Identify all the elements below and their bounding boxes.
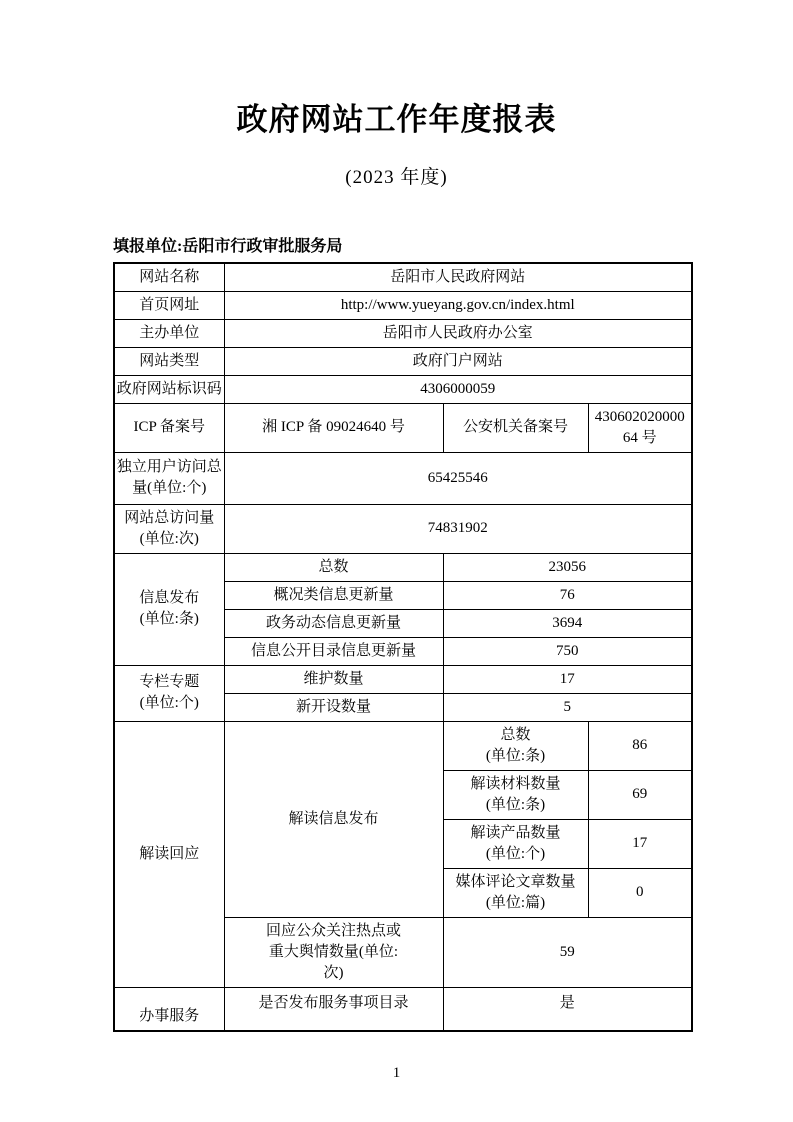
- site-name-label: 网站名称: [114, 263, 224, 292]
- public-response-label-text: 回应公众关注热点或重大舆情数量(单位:次): [265, 922, 401, 981]
- metric-label-unit: (单位:条): [485, 747, 546, 764]
- table-row-services-catalog: [114, 987, 692, 1031]
- services-catalog-value: 是: [443, 987, 692, 1031]
- public-response-value: 59: [443, 917, 692, 987]
- table-row-home-url: [114, 291, 692, 319]
- page-number: 1: [392, 1065, 401, 1082]
- reporting-unit-line: 填报单位:岳阳市行政审批服务局: [113, 238, 343, 256]
- unique-visitors-label: 独立用户访问总量(单位:个): [114, 452, 224, 504]
- interpretation-materials-value: 69: [588, 770, 692, 819]
- info-publish-news-value: 3694: [443, 609, 692, 637]
- interpretation-publish-label: 解读信息发布: [224, 721, 443, 917]
- columns-maintained-value: 17: [443, 665, 692, 693]
- special-columns-section-label: [114, 665, 224, 721]
- metric-label-text: 总数: [500, 726, 531, 743]
- info-publish-total-label: 总数: [224, 553, 443, 581]
- report-year-subtitle: (2023 年度): [345, 166, 448, 188]
- table-row-site-code: [114, 375, 692, 403]
- table-row-unique-visitors: [114, 452, 692, 504]
- total-visits-label: 网站总访问量(单位:次): [114, 504, 224, 553]
- info-publish-catalog-value: 750: [443, 637, 692, 665]
- unique-visitors-value: 65425546: [224, 452, 692, 504]
- interpretation-products-value: 17: [588, 819, 692, 868]
- services-catalog-label: 是否发布服务事项目录: [224, 987, 443, 1031]
- info-publish-news-label: 政务动态信息更新量: [224, 609, 443, 637]
- metric-label-unit: (单位:条): [485, 796, 546, 813]
- table-row-info-publish-total: [114, 553, 692, 581]
- section-label-text: 信息发布: [139, 590, 200, 607]
- interpretation-media-value: 0: [588, 868, 692, 917]
- table-row-organizer: [114, 319, 692, 347]
- icp-value: 湘 ICP 备 09024640 号: [224, 403, 443, 452]
- info-publish-section-label: [114, 553, 224, 665]
- info-publish-catalog-label: 信息公开目录信息更新量: [224, 637, 443, 665]
- interpretation-total-value: 86: [588, 721, 692, 770]
- site-code-label: 政府网站标识码: [114, 375, 224, 403]
- interpretation-products-label: [443, 819, 588, 868]
- table-row-site-type: [114, 347, 692, 375]
- section-label-text: 专栏专题: [139, 674, 200, 691]
- metric-label-text: 媒体评论文章数量: [455, 873, 576, 890]
- site-type-label: 网站类型: [114, 347, 224, 375]
- home-url-label: 首页网址: [114, 291, 224, 319]
- interpretation-total-label: [443, 721, 588, 770]
- public-response-label: [224, 917, 443, 987]
- organizer-label: 主办单位: [114, 319, 224, 347]
- info-publish-overview-value: 76: [443, 581, 692, 609]
- columns-maintained-label: 维护数量: [224, 665, 443, 693]
- services-section-label: 办事服务: [114, 987, 224, 1031]
- icp-label: ICP 备案号: [114, 403, 224, 452]
- info-publish-overview-label: 概况类信息更新量: [224, 581, 443, 609]
- columns-new-value: 5: [443, 693, 692, 721]
- report-table: [113, 262, 693, 1033]
- metric-label-unit: (单位:篇): [485, 894, 546, 911]
- total-visits-value: 74831902: [224, 504, 692, 553]
- interpretation-section-label: 解读回应: [114, 721, 224, 987]
- section-label-unit: (单位:个): [139, 695, 199, 712]
- info-publish-total-value: 23056: [443, 553, 692, 581]
- interpretation-materials-label: [443, 770, 588, 819]
- site-type-value: 政府门户网站: [224, 347, 692, 375]
- organizer-value: 岳阳市人民政府办公室: [224, 319, 692, 347]
- page-title: 政府网站工作年度报表: [236, 102, 557, 137]
- metric-label-text: 解读产品数量: [470, 824, 561, 841]
- police-record-label: 公安机关备案号: [443, 403, 588, 452]
- police-record-value: 43060202000064 号: [588, 403, 692, 452]
- home-url-value: http://www.yueyang.gov.cn/index.html: [224, 291, 692, 319]
- interpretation-media-label: [443, 868, 588, 917]
- table-row-columns-maintained: [114, 665, 692, 693]
- table-row-total-visits: [114, 504, 692, 553]
- table-row-site-name: [114, 263, 692, 292]
- site-code-value: 4306000059: [224, 375, 692, 403]
- table-row-interpretation-total: [114, 721, 692, 770]
- table-row-icp: [114, 403, 692, 452]
- metric-label-unit: (单位:个): [485, 845, 546, 862]
- site-name-value: 岳阳市人民政府网站: [224, 263, 692, 292]
- metric-label-text: 解读材料数量: [470, 775, 561, 792]
- columns-new-label: 新开设数量: [224, 693, 443, 721]
- section-label-unit: (单位:条): [139, 611, 199, 628]
